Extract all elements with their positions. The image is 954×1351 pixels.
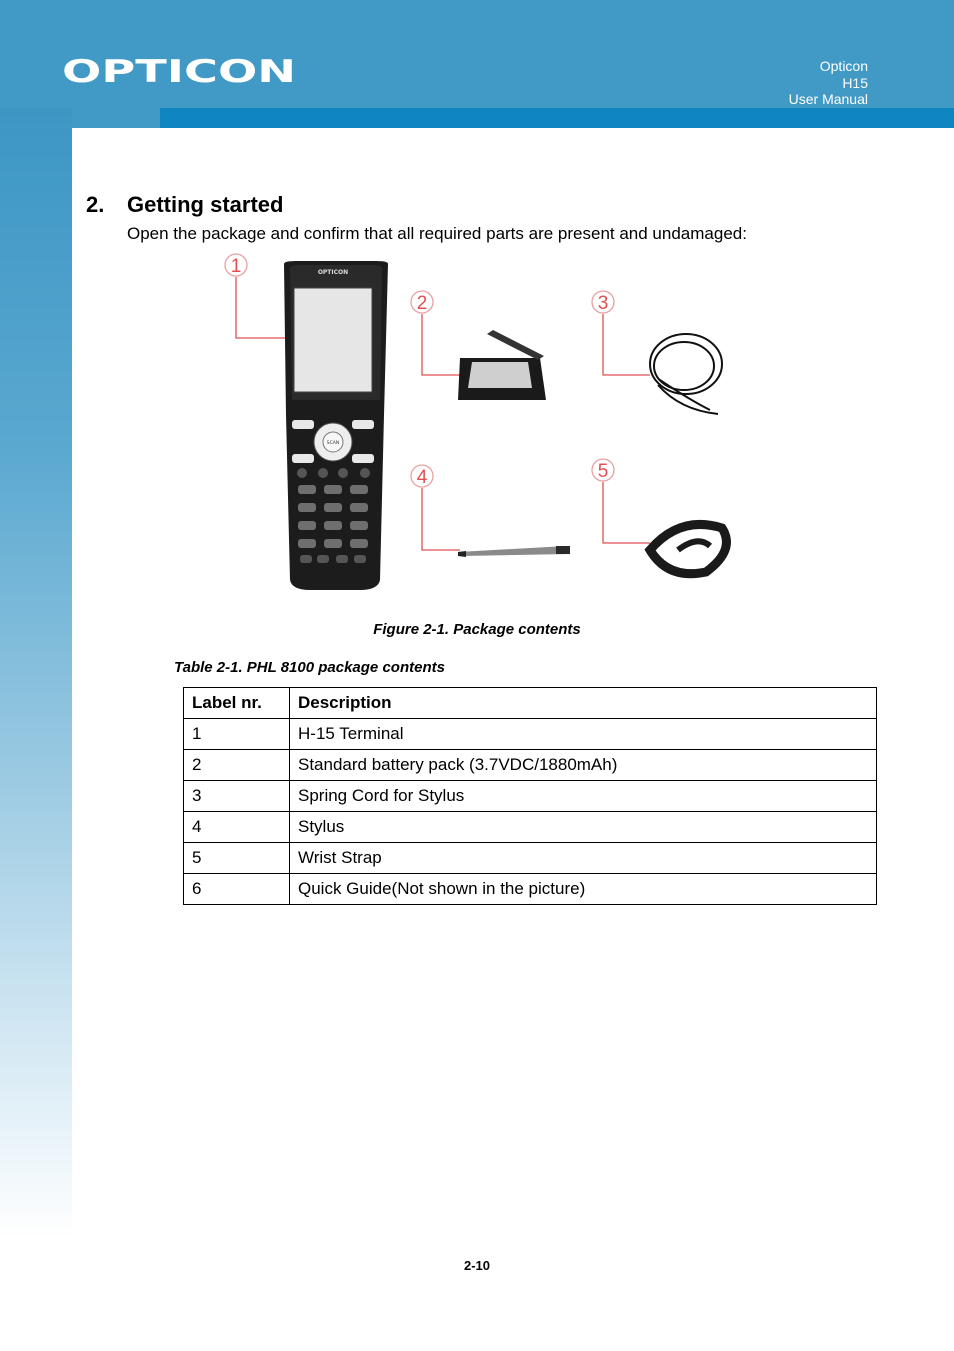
logo-text: OPTICON <box>62 56 296 86</box>
callout-5-label: 5 <box>597 461 609 482</box>
callout-1 <box>225 254 247 277</box>
table-row <box>184 750 877 781</box>
callout-5 <box>592 459 614 482</box>
description-cell: Spring Cord for Stylus <box>290 781 877 812</box>
label-nr-cell: 1 <box>184 719 290 750</box>
table-row <box>184 719 877 750</box>
table-row <box>184 812 877 843</box>
package-contents-figure <box>210 250 750 600</box>
table-row <box>184 781 877 812</box>
description-cell: Stylus <box>290 812 877 843</box>
header-strip <box>160 108 954 128</box>
spring-cord-image <box>650 334 722 414</box>
callout-1-label: 1 <box>230 256 242 277</box>
h15-terminal-image <box>284 261 388 590</box>
callout-3-label: 3 <box>597 293 609 314</box>
description-cell: Quick Guide(Not shown in the picture) <box>290 874 877 905</box>
table-header-row <box>184 688 877 719</box>
description-cell: Wrist Strap <box>290 843 877 874</box>
battery-pack-image <box>458 330 546 400</box>
opticon-logo <box>60 56 300 86</box>
description-cell: Standard battery pack (3.7VDC/1880mAh) <box>290 750 877 781</box>
table-row <box>184 874 877 905</box>
label-nr-cell: 2 <box>184 750 290 781</box>
header-doc-info <box>789 58 868 108</box>
device-screen <box>294 288 372 392</box>
header-company: Opticon <box>819 58 868 74</box>
description-cell: H-15 Terminal <box>290 719 877 750</box>
label-nr-cell: 4 <box>184 812 290 843</box>
header-description: Description <box>290 688 877 719</box>
table-row <box>184 843 877 874</box>
scan-key-label: SCAN <box>326 441 340 446</box>
callout-2 <box>411 291 433 314</box>
callout-4 <box>411 465 433 488</box>
page-number: 2-10 <box>463 1258 491 1273</box>
table-caption: Table 2-1. PHL 8100 package contents <box>174 659 445 676</box>
package-contents-table <box>183 687 877 905</box>
device-brand-label: OPTICON <box>317 269 349 276</box>
section-number: 2. <box>86 192 105 217</box>
side-band <box>0 108 72 1238</box>
header-doc-type: User Manual <box>788 91 868 107</box>
label-nr-cell: 5 <box>184 843 290 874</box>
callout-3 <box>592 291 614 314</box>
label-nr-cell: 3 <box>184 781 290 812</box>
header-label-nr: Label nr. <box>184 688 290 719</box>
stylus-image <box>458 546 570 557</box>
figure-caption: Figure 2-1. Package contents <box>373 621 581 638</box>
wrist-strap-image <box>650 524 726 573</box>
label-nr-cell: 6 <box>184 874 290 905</box>
section-intro: Open the package and confirm that all required parts are present and undamaged: <box>127 224 747 243</box>
section-heading <box>86 192 283 218</box>
section-title: Getting started <box>127 192 284 217</box>
callout-4-label: 4 <box>416 467 428 488</box>
callout-2-label: 2 <box>416 293 428 314</box>
header-model: H15 <box>842 74 868 91</box>
